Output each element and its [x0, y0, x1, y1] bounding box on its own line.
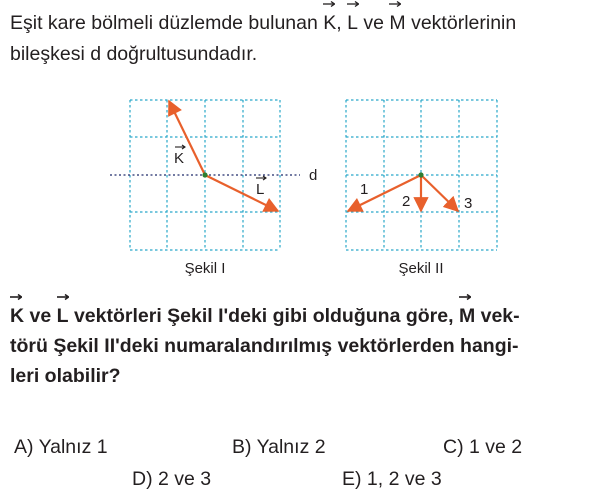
intro-line-2: bileşkesi d doğrultusundadır. — [10, 43, 258, 65]
vector-arrow-icon — [10, 293, 22, 301]
figure-2-caption: Şekil II — [398, 260, 444, 277]
option-a[interactable]: A) Yalnız 1 — [14, 436, 108, 458]
vector-k-symbol: K — [10, 301, 24, 331]
question-text: K ve L vektörleri Şekil I'deki gibi olduğuna göre, M vek- törü Şekil II'deki numaralandırılmış vektörlerden hangi- leri olabilir? — [10, 301, 605, 391]
vector-arrow-icon — [175, 145, 185, 149]
origin-point-2 — [418, 172, 423, 177]
option-d[interactable]: D) 2 ve 3 — [132, 468, 212, 490]
vector-l-symbol: L — [347, 8, 358, 39]
option-e[interactable]: E) 1, 2 ve 3 — [342, 468, 442, 490]
vector-3-label: 3 — [464, 195, 473, 212]
problem-statement: Eşit kare bölmeli düzlemde bulunan K, L ve M vektörlerinin bileşkesi d doğrultusundadır. — [10, 8, 605, 70]
question-line-2: törü Şekil II'deki numaralandırılmış vektörlerden hangi- — [10, 335, 519, 357]
option-b[interactable]: B) Yalnız 2 — [232, 436, 326, 458]
vector-m-symbol: M — [389, 8, 405, 39]
vector-l-arrow — [205, 175, 278, 211]
origin-point-1 — [202, 172, 207, 177]
figure-1-caption: Şekil I — [184, 260, 226, 277]
vector-l-label: L — [256, 181, 265, 198]
vector-arrow-icon — [57, 293, 69, 301]
vector-3-arrow — [421, 175, 458, 211]
figure-1 — [110, 100, 317, 277]
vector-2-label: 2 — [402, 193, 411, 210]
intro-text: Eşit kare bölmeli düzlemde bulunan — [10, 12, 324, 34]
option-c[interactable]: C) 1 ve 2 — [443, 436, 523, 458]
vector-l-symbol: L — [57, 301, 69, 331]
vector-arrow-icon — [256, 176, 266, 180]
question-line-3: leri olabilir? — [10, 365, 121, 387]
vector-k-symbol: K — [323, 8, 336, 39]
line-d-label: d — [309, 167, 318, 184]
vector-k-label: K — [174, 150, 185, 167]
vector-arrow-icon — [459, 293, 471, 301]
figure-2 — [346, 100, 497, 277]
vector-m-symbol: M — [459, 301, 475, 331]
vector-1-label: 1 — [360, 181, 369, 198]
